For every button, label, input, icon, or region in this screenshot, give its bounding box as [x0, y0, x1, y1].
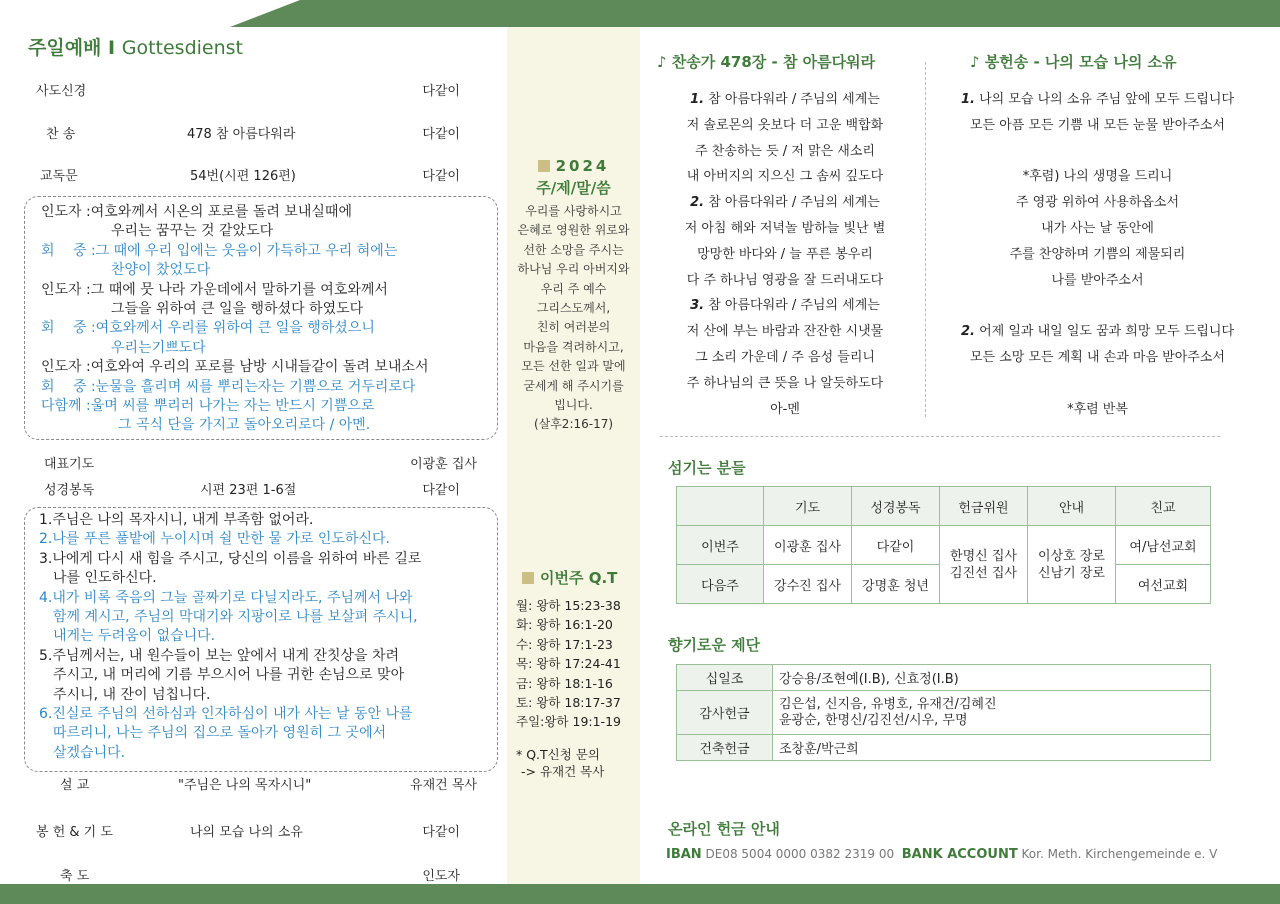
lyric-line: [935, 397, 1260, 423]
psalm-line: 5.주님께서는, 내 원수들이 보는 앞에서 내게 잔칫상을 차려: [39, 647, 400, 664]
order-leader: 다같이: [422, 825, 460, 840]
psalm-line: 함께 계시고, 주님의 막대기와 지팡이로 나를 보살펴 주시니,: [53, 609, 418, 626]
reading-text: 그 때에 우리 입에는 웃음이 가득하고 우리 혀에는: [95, 242, 398, 259]
order-label: 축 도: [60, 869, 90, 884]
lyric-line: [660, 190, 910, 216]
reading-continuation: 그 곡식 단을 가지고 돌아오리로다 / 아멘.: [118, 417, 371, 434]
qt-line: 금: 왕하 18:1-16: [516, 675, 613, 691]
lyric-text: 주 하나님의 큰 뜻을 나 알듯하도다: [686, 375, 884, 391]
order-content: "주님은 나의 목자시니": [178, 778, 312, 793]
lyric-text: 망망한 바다와 / 늘 푸른 봉우리: [697, 246, 873, 262]
column-header: 기도: [764, 487, 852, 526]
table-row: [677, 665, 1211, 691]
bank-label: BANK ACCOUNT: [901, 847, 1018, 862]
lyric-text: 저 산에 부는 바람과 잔잔한 시냇물: [686, 324, 884, 340]
lyric-text: 주 영광 위하여 사용하옵소서: [1015, 195, 1180, 211]
theme-line: 친히 여러분의: [536, 320, 611, 335]
psalm-line: 6.진실로 주님의 선하심과 인자하심이 내가 사는 날 동안 나를: [39, 706, 413, 723]
section-divider: [660, 436, 1220, 437]
row-label: 다음주: [677, 565, 764, 604]
lyric-line: [935, 268, 1260, 294]
table-cell: 한명신 집사 김진선 집사: [940, 526, 1028, 604]
theme-line: 하나님 우리 아버지와: [517, 262, 630, 277]
order-row: [0, 80, 505, 98]
order-label: 설 교: [60, 778, 90, 793]
reading-line: [41, 242, 501, 261]
lyric-text: 내가 사는 날 동안에: [1041, 220, 1154, 236]
order-leader: 다같이: [422, 127, 460, 142]
order-row: [0, 821, 505, 839]
qt-note-line1: * Q.T신청 문의: [516, 746, 600, 762]
offertory-title: ♪ 봉헌송 - 나의 모습 나의 소유: [970, 53, 1177, 71]
qt-line: 주일:왕하 19:1-19: [516, 714, 621, 730]
lyric-line: [660, 216, 910, 242]
reading-speaker: 회 중 :: [41, 378, 96, 395]
lyric-text: 내 아버지의 지으신 그 솜씨 깊도다: [686, 169, 884, 185]
qt-line: 목: 왕하 17:24-41: [516, 656, 621, 672]
title-separator: I: [108, 37, 116, 59]
responsive-reading-box: [24, 196, 498, 440]
online-offering-title: 온라인 헌금 안내: [668, 820, 780, 838]
table-row: [677, 487, 1211, 526]
serving-table: [676, 486, 1211, 604]
lyric-line: [935, 139, 1260, 165]
reading-continuation: 우리는기쁘도다: [111, 339, 206, 356]
reading-speaker: 인도자 :: [41, 359, 91, 376]
table-cell: 다같이: [852, 526, 940, 565]
order-label: 사도신경: [36, 84, 87, 99]
lyric-text: 모든 소망 모든 계획 내 손과 마음 받아주소서: [970, 349, 1225, 365]
order-leader: 다같이: [422, 169, 460, 184]
qt-line: 월: 왕하 15:23-38: [516, 598, 621, 613]
lyric-line: [935, 371, 1260, 397]
qt-heading: [522, 567, 640, 588]
reading-speaker: 다함께 :: [41, 398, 91, 415]
reading-text: 그 때에 뭇 나라 가운데에서 말하기를 여호와께서: [90, 281, 388, 298]
lyric-line: [660, 242, 910, 268]
order-label: 대표기도: [44, 457, 95, 472]
psalm-line: 나를 인도하신다.: [53, 570, 157, 587]
row-label: 십일조: [677, 665, 773, 691]
lyric-text: 그 소리 가운데 / 주 음성 들리니: [695, 349, 875, 365]
psalm-line: 내게는 두려움이 없습니다.: [53, 628, 216, 645]
reading-line: [41, 319, 501, 338]
lyric-text: 참 아름다워라 / 주님의 세계는: [704, 298, 880, 314]
table-cell: 이광훈 집사: [764, 526, 852, 565]
verse-number: 1.: [690, 92, 705, 107]
table-corner: [677, 487, 764, 526]
order-leader: 다같이: [422, 483, 460, 498]
lyric-text: 나를 받아주소서: [1051, 272, 1144, 288]
serving-title: 섬기는 분들: [668, 459, 746, 477]
lyric-line: [660, 319, 910, 345]
table-row: [677, 735, 1211, 761]
reading-text: 울며 씨를 뿌리러 나가는 자는 반드시 기쁨으로: [90, 398, 375, 415]
lyric-line: [660, 397, 910, 423]
table-cell: 여/남선교회: [1116, 526, 1211, 565]
theme-line: (살후2:16-17): [533, 417, 614, 432]
qt-title: 이번주 Q.T: [540, 569, 618, 587]
column-header: 성경봉독: [852, 487, 940, 526]
lyric-text: 나의 모습 나의 소유 주님 앞에 모두 드립니다: [974, 92, 1235, 107]
lyric-text: *후렴) 나의 생명을 드리니: [1022, 169, 1173, 185]
order-leader: 이광훈 집사: [410, 457, 477, 472]
square-bullet-icon: [538, 160, 550, 172]
table-row: [677, 526, 1211, 565]
title-korean: 주일예배: [28, 37, 102, 59]
qt-line: 토: 왕하 18:17-37: [516, 695, 621, 711]
table-cell: 여선교회: [1116, 565, 1211, 604]
column-header: 친교: [1116, 487, 1211, 526]
psalm-line: 따르리니, 나는 주님의 집으로 돌아가 영원히 그 곳에서: [53, 725, 387, 742]
order-row: [0, 165, 505, 183]
table-cell: 강명훈 청년: [852, 565, 940, 604]
order-row: [0, 123, 505, 141]
row-label: 건축헌금: [677, 735, 773, 761]
hymn-title: ♪ 찬송가 478장 - 참 아름다워라: [657, 53, 876, 71]
order-content: 나의 모습 나의 소유: [190, 825, 303, 840]
iban-label: IBAN: [666, 847, 702, 862]
lyric-line: [935, 164, 1260, 190]
reading-text: 여호와께서 우리를 위하여 큰 일을 행하셨으니: [95, 320, 375, 337]
order-row: [0, 774, 505, 792]
column-divider: [925, 62, 926, 417]
psalm-line: 주시고, 내 머리에 기름 부으시어 나를 귀한 손님으로 맞아: [53, 667, 405, 684]
theme-line: 우리 주 예수: [540, 281, 607, 296]
theme-year: 2024: [555, 157, 610, 175]
order-row: [0, 453, 505, 471]
row-label: 이번주: [677, 526, 764, 565]
psalm-line: 살겠습니다.: [53, 744, 126, 761]
qt-section: [516, 567, 640, 780]
reading-line: [41, 203, 501, 222]
lyric-text: 모든 아픔 모든 기쁨 내 모든 눈물 받아주소서: [970, 117, 1225, 133]
reading-continuation: 그들을 위하여 큰 일을 행하셨다 하였도다: [111, 301, 364, 318]
lyric-line: [660, 345, 910, 371]
bank-info: [666, 847, 1217, 862]
hymn-lyrics: [660, 87, 910, 422]
theme-line: 모든 선한 일과 말에: [521, 359, 626, 374]
title-german: Gottesdienst: [121, 37, 244, 59]
verse-number: 2.: [960, 324, 975, 340]
psalm-line: 4.내가 비록 죽음의 그늘 골짜기로 다닐지라도, 주님께서 나와: [39, 589, 413, 606]
lyric-line: [660, 139, 910, 165]
lyric-line: [660, 113, 910, 139]
lyric-text: 다 주 하나님 영광을 잘 드러내도다: [686, 272, 884, 288]
bottom-bar: [0, 884, 1280, 904]
responsive-reading: [41, 203, 501, 436]
theme-title: 주/제/말/씀: [536, 179, 611, 197]
order-label: 교독문: [40, 169, 78, 184]
page-title: [28, 33, 243, 60]
lyric-text: 아-멘: [770, 401, 800, 417]
verse-number: 1.: [960, 92, 975, 107]
lyric-text: 참 아름다워라 / 주님의 세계는: [704, 92, 880, 107]
lyric-line: [935, 216, 1260, 242]
theme-line: 선한 소망을 주시는: [523, 242, 624, 257]
lyric-line: [935, 87, 1260, 113]
theme-section: [507, 157, 640, 435]
theme-line: 그리스도께서,: [536, 301, 611, 316]
order-content: 478 참 아름다워라: [187, 127, 296, 142]
theme-line: 은혜로 영원한 위로와: [517, 223, 630, 238]
table-row: [677, 691, 1211, 735]
top-bar-accent: [0, 0, 1280, 27]
column-header: 헌금위원: [940, 487, 1028, 526]
table-cell: 조창훈/박근희: [773, 735, 1211, 761]
lyric-line: [935, 293, 1260, 319]
table-cell: 강수진 집사: [764, 565, 852, 604]
lyric-line: [935, 242, 1260, 268]
reading-speaker: 회 중 :: [41, 242, 96, 259]
order-leader: 유재건 목사: [410, 778, 477, 793]
offering-table: [676, 664, 1211, 761]
lyric-line: [660, 293, 910, 319]
row-label: 감사헌금: [677, 691, 773, 735]
lyric-text: 주 찬송하는 듯 / 저 맑은 새소리: [695, 143, 875, 159]
psalm-line: 3.나에게 다시 새 힘을 주시고, 당신의 이름을 위하여 바른 길로: [39, 550, 422, 567]
reading-line: [41, 397, 501, 416]
reading-text: 눈물을 흘리며 씨를 뿌리는자는 기쁨으로 거두리로다: [95, 378, 416, 395]
order-leader: 인도자: [422, 869, 460, 884]
reading-text: 여호와께서 시온의 포로를 돌려 보내실때에: [90, 204, 352, 220]
reading-line: [41, 358, 501, 377]
reading-line: [41, 281, 501, 300]
psalm-line: 주시니, 내 잔이 넘칩니다.: [53, 686, 211, 703]
table-cell: 김은섭, 신지음, 유병호, 유재건/김혜진 윤광순, 한명신/김진선/시우, 무명: [773, 691, 1211, 735]
lyric-text: 주를 찬양하며 기쁨의 제물되리: [1009, 246, 1186, 262]
verse-number: 3.: [690, 298, 705, 314]
psalm-line: 2.나를 푸른 풀밭에 누이시며 쉴 만한 물 가로 인도하신다.: [39, 531, 390, 548]
lyric-text: 어제 일과 내일 일도 꿈과 희망 모두 드립니다: [974, 324, 1235, 340]
column-header: 안내: [1028, 487, 1116, 526]
qt-line: 화: 왕하 16:1-20: [516, 617, 613, 633]
lyric-line: [935, 319, 1260, 345]
lyric-line: [935, 345, 1260, 371]
lyric-line: [935, 190, 1260, 216]
qt-schedule: [516, 596, 640, 732]
psalm-box: [24, 507, 498, 772]
lyric-text: 참 아름다워라 / 주님의 세계는: [704, 195, 880, 211]
lyric-text: 저 솔로몬의 옷보다 더 고운 백합화: [686, 117, 884, 133]
reading-speaker: 인도자 :: [41, 281, 91, 298]
lyric-line: [660, 371, 910, 397]
lyric-line: [660, 268, 910, 294]
order-content: 시편 23편 1-6절: [200, 483, 297, 498]
reading-speaker: 회 중 :: [41, 320, 96, 337]
theme-year-heading: [507, 157, 640, 175]
theme-line: 빕니다.: [554, 398, 593, 413]
reading-text: 여호와여 우리의 포로를 남방 시내들같이 돌려 보내소서: [90, 359, 429, 376]
order-label: 찬 송: [46, 127, 76, 142]
lyric-text: 저 아침 해와 저녁놀 밤하늘 빛난 별: [684, 220, 886, 236]
order-content: 54번(시편 126편): [190, 169, 296, 184]
qt-note-line2: -> 유재건 목사: [521, 763, 605, 779]
order-label: 성경봉독: [44, 483, 95, 498]
reading-continuation: 찬양이 찼었도다: [111, 262, 211, 279]
offering-title: 향기로운 제단: [668, 636, 761, 654]
psalm-reading: [39, 511, 499, 763]
reading-line: [41, 378, 501, 397]
table-cell: 이상호 장로 신남기 장로: [1028, 526, 1116, 604]
lyric-text: *후렴 반복: [1067, 401, 1128, 417]
top-bar: [0, 0, 1280, 27]
lyric-line: [660, 164, 910, 190]
table-cell: 강승용/조현예(I.B), 신효정(I.B): [773, 665, 1211, 691]
order-label: 봉 헌 & 기 도: [36, 825, 113, 840]
psalm-line: 1.주님은 나의 목자시니, 내게 부족함 없어라.: [39, 512, 314, 528]
qt-line: 수: 왕하 17:1-23: [516, 636, 613, 652]
lyric-line: [660, 87, 910, 113]
bank-value: Kor. Meth. Kirchengemeinde e. V: [1021, 847, 1218, 861]
square-bullet-icon: [522, 572, 534, 584]
verse-number: 2.: [690, 195, 705, 211]
qt-note: [516, 746, 640, 780]
order-row: [0, 479, 505, 497]
order-leader: 다같이: [422, 84, 460, 99]
order-row: [0, 865, 505, 883]
reading-continuation: 우리는 꿈꾸는 것 같았도다: [111, 223, 274, 240]
theme-line: 우리를 사랑하시고: [525, 204, 622, 218]
theme-verse: [507, 202, 640, 435]
theme-line: 마음을 격려하시고,: [523, 339, 624, 354]
offertory-lyrics: [935, 87, 1260, 422]
iban-value: DE08 5004 0000 0382 2319 00: [705, 847, 895, 861]
lyric-line: [935, 113, 1260, 139]
reading-speaker: 인도자 :: [41, 204, 91, 220]
theme-line: 굳세게 해 주시기를: [523, 378, 624, 393]
